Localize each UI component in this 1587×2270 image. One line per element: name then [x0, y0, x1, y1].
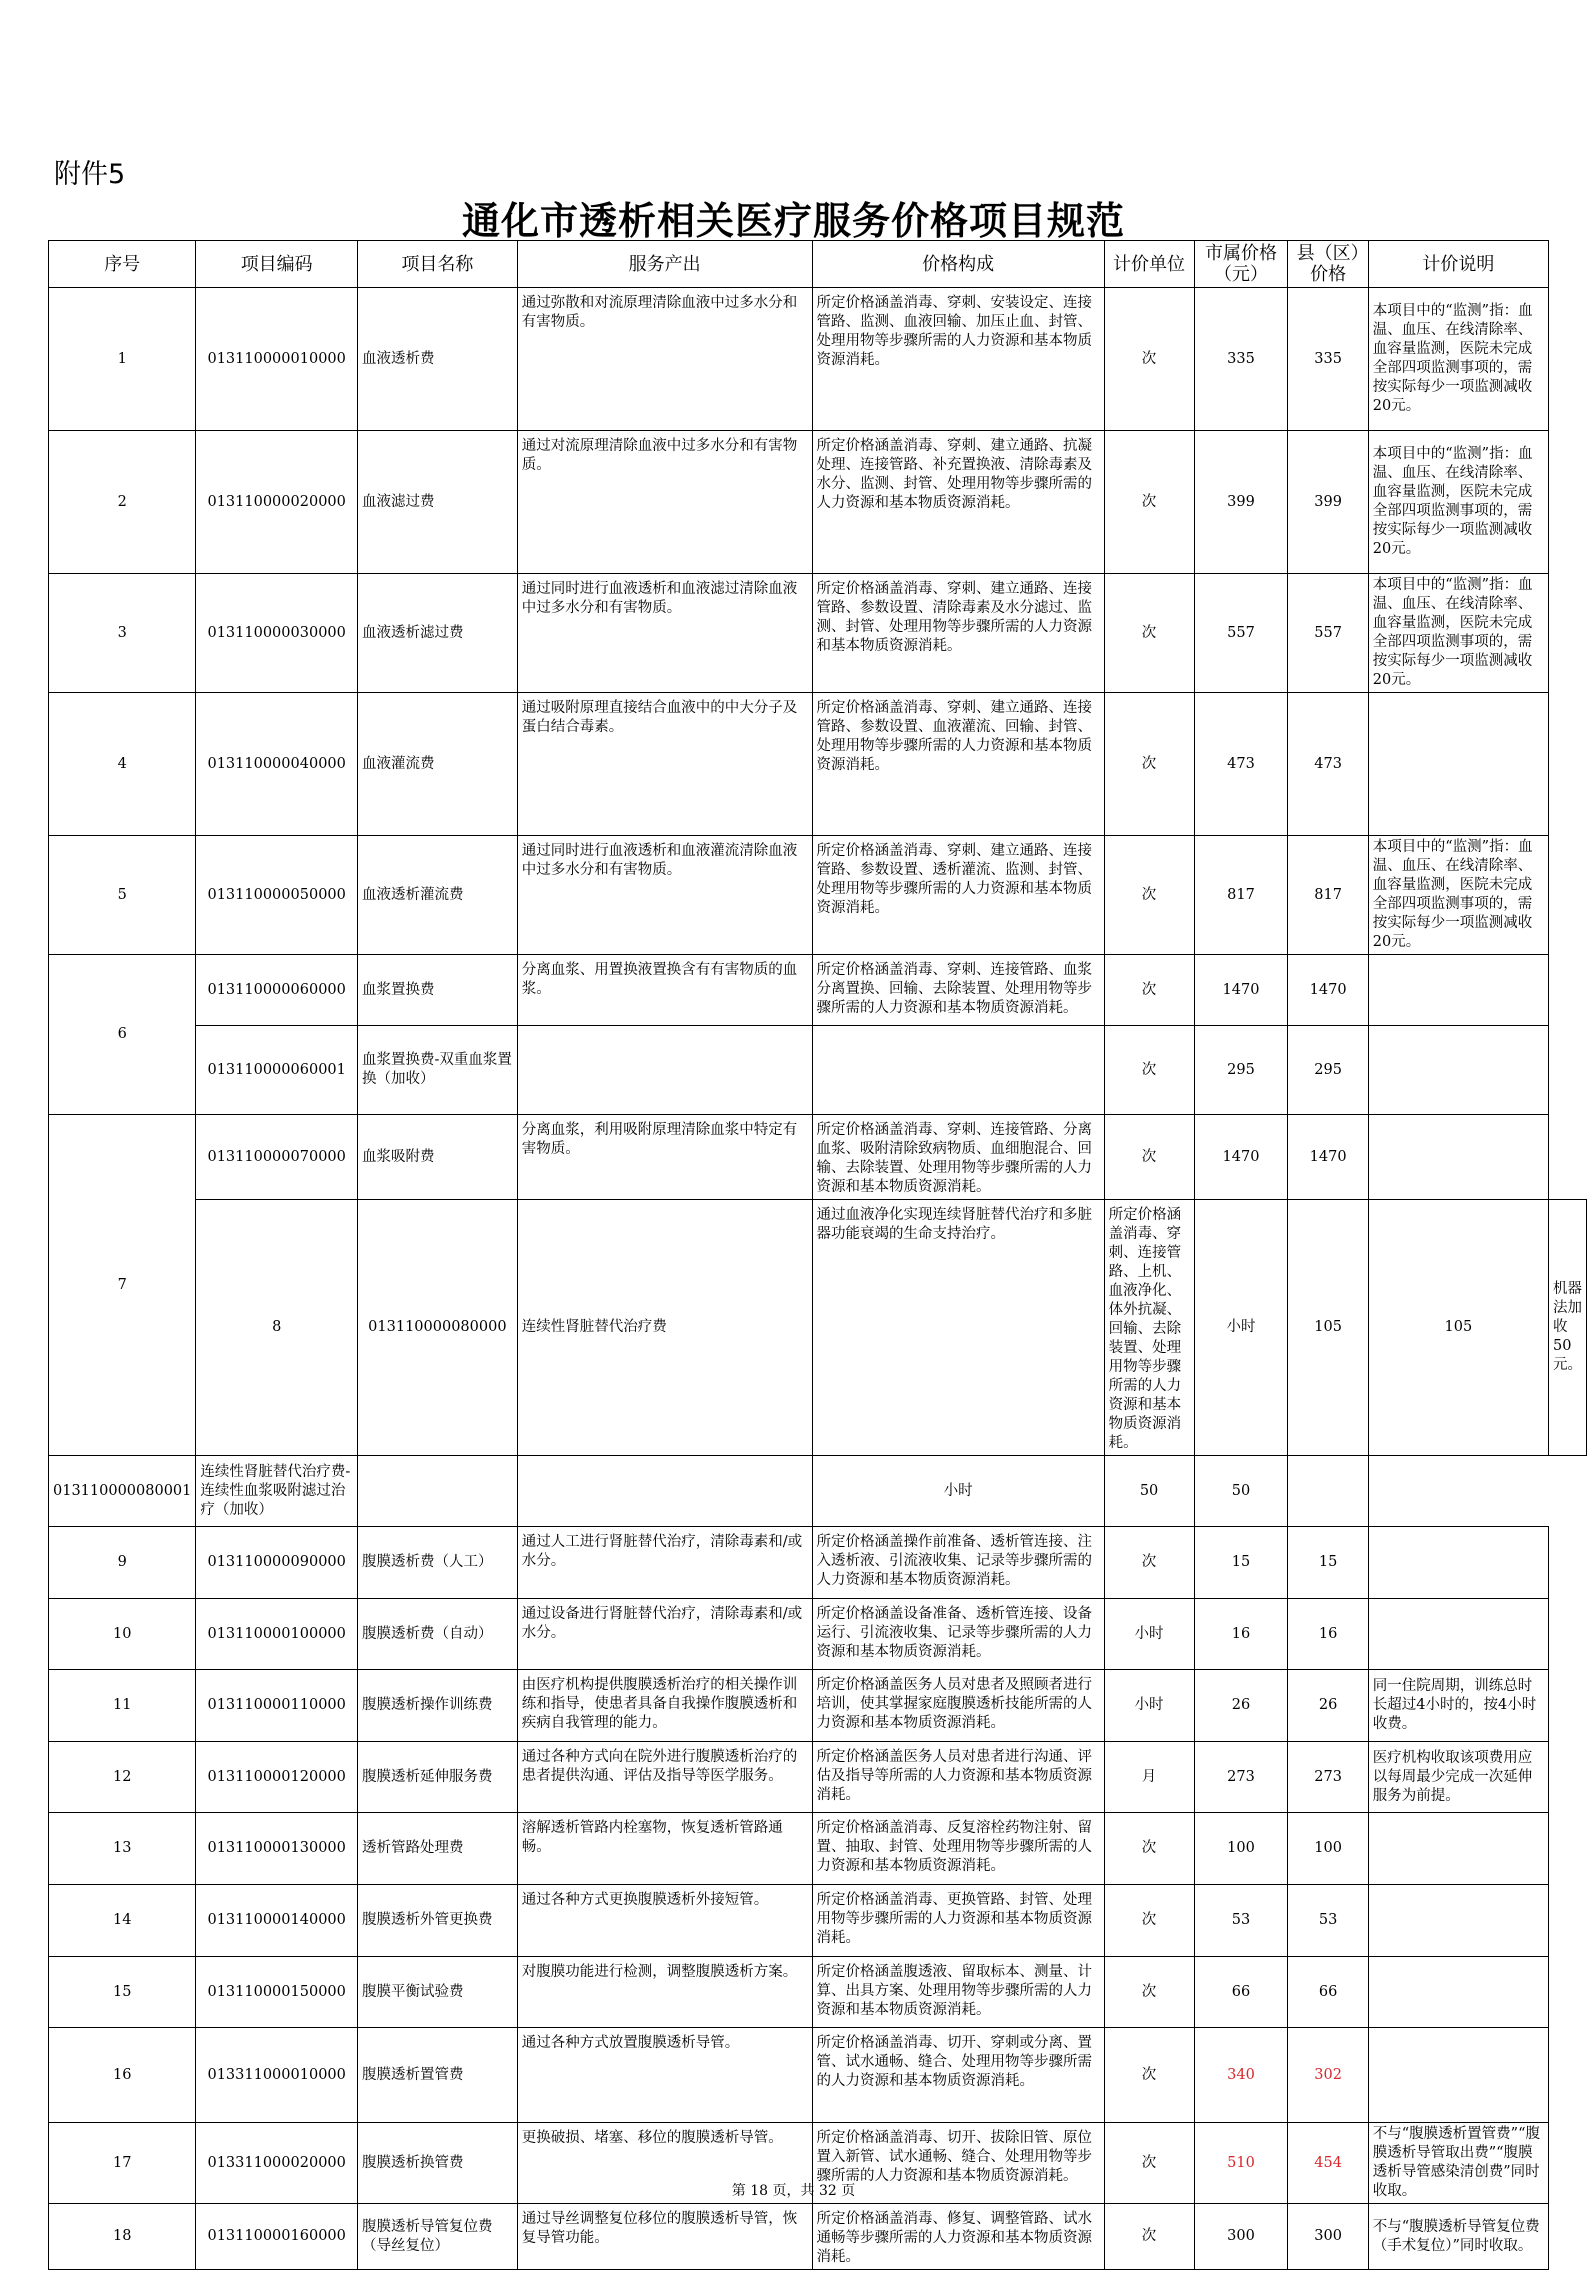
item-name: 血液透析灌流费 [357, 836, 517, 955]
pricing-note [1368, 1813, 1548, 1885]
price-composition: 所定价格涵盖消毒、反复溶栓药物注射、留置、抽取、封管、处理用物等步骤所需的人力资源和基本物质资源消耗。 [812, 1813, 1104, 1885]
item-code: 013110000040000 [196, 693, 358, 836]
pricing-note [1288, 1456, 1368, 1527]
county-price: 100 [1288, 1813, 1368, 1885]
pricing-unit: 小时 [1104, 1670, 1194, 1742]
row-seq: 15 [49, 1957, 196, 2028]
county-price: 302 [1288, 2028, 1368, 2123]
table-row [49, 1957, 1587, 2028]
item-name: 腹膜透析换管费 [357, 2123, 517, 2204]
row-seq: 12 [49, 1742, 196, 1813]
pricing-unit: 次 [1104, 693, 1194, 836]
row-seq: 18 [49, 2204, 196, 2270]
item-code: 013110000120000 [196, 1742, 358, 1813]
price-composition: 所定价格涵盖消毒、穿刺、连接管路、上机、血液净化、体外抗凝、回输、去除装置、处理用物等步骤所需的人力资源和基本物质资源消耗。 [1104, 1200, 1194, 1456]
header-seq: 序号 [49, 241, 196, 288]
county-price: 1470 [1288, 955, 1368, 1026]
row-seq: 17 [49, 2123, 196, 2204]
county-price: 16 [1288, 1599, 1368, 1670]
item-code: 013311000020000 [196, 2123, 358, 2204]
item-name: 血液透析费 [357, 288, 517, 431]
pricing-note [1368, 1885, 1548, 1957]
city-price: 1470 [1194, 1115, 1288, 1200]
pricing-note: 不与“腹膜透析置管费”“腹膜透析导管取出费”“腹膜透析导管感染清创费”同时收取。 [1368, 2123, 1548, 2204]
city-price: 1470 [1194, 955, 1288, 1026]
table-row [49, 836, 1587, 955]
service-output: 对腹膜功能进行检测，调整腹膜透析方案。 [517, 1957, 812, 2028]
pricing-unit: 次 [1104, 1885, 1194, 1957]
pricing-unit: 次 [1104, 1115, 1194, 1200]
price-composition: 所定价格涵盖设备准备、透析管连接、设备运行、引流液收集、记录等步骤所需的人力资源和基本物质资源消耗。 [812, 1599, 1104, 1670]
pricing-unit: 月 [1104, 1742, 1194, 1813]
pricing-note [1368, 1599, 1548, 1670]
pricing-note [1368, 1026, 1548, 1115]
item-name: 腹膜透析费（自动） [357, 1599, 517, 1670]
page-title: 通化市透析相关医疗服务价格项目规范 [461, 199, 1125, 243]
city-price: 16 [1194, 1599, 1288, 1670]
price-composition: 所定价格涵盖消毒、穿刺、建立通路、连接管路、参数设置、血液灌流、回输、封管、处理用物等步骤所需的人力资源和基本物质资源消耗。 [812, 693, 1104, 836]
table-row [49, 693, 1587, 836]
item-name: 血液灌流费 [357, 693, 517, 836]
item-name: 腹膜透析导管复位费（导丝复位） [357, 2204, 517, 2270]
item-name: 连续性肾脏替代治疗费 [517, 1200, 812, 1456]
service-output: 通过同时进行血液透析和血液滤过清除血液中过多水分和有害物质。 [517, 574, 812, 693]
service-output: 通过人工进行肾脏替代治疗，清除毒素和/或水分。 [517, 1527, 812, 1599]
item-name: 腹膜透析费（人工） [357, 1527, 517, 1599]
item-code: 013110000050000 [196, 836, 358, 955]
price-composition [517, 1456, 812, 1527]
table-row [49, 288, 1587, 431]
county-price: 1470 [1288, 1115, 1368, 1200]
pricing-unit: 次 [1104, 1957, 1194, 2028]
item-code: 013110000100000 [196, 1599, 358, 1670]
item-name: 腹膜透析延伸服务费 [357, 1742, 517, 1813]
attachment-label: 附件5 [54, 159, 126, 190]
row-seq: 2 [49, 431, 196, 574]
city-price: 557 [1194, 574, 1288, 693]
county-price: 295 [1288, 1026, 1368, 1115]
county-price: 66 [1288, 1957, 1368, 2028]
service-output: 更换破损、堵塞、移位的腹膜透析导管。 [517, 2123, 812, 2204]
item-code: 013110000160000 [196, 2204, 358, 2270]
pricing-note: 同一住院周期，训练总时长超过4小时的，按4小时收费。 [1368, 1670, 1548, 1742]
service-output [517, 1026, 812, 1115]
city-price: 105 [1288, 1200, 1368, 1456]
item-code: 013110000020000 [196, 431, 358, 574]
pricing-note [1368, 955, 1548, 1026]
price-composition: 所定价格涵盖医务人员对患者及照顾者进行培训，使其掌握家庭腹膜透析技能所需的人力资源和基本物质资源消耗。 [812, 1670, 1104, 1742]
table-row [49, 1200, 1587, 1456]
row-seq: 13 [49, 1813, 196, 1885]
pricing-note: 不与“腹膜透析导管复位费（手术复位）”同时收取。 [1368, 2204, 1548, 2270]
price-composition: 所定价格涵盖消毒、穿刺、建立通路、连接管路、参数设置、透析灌流、监测、封管、处理用物等步骤所需的人力资源和基本物质资源消耗。 [812, 836, 1104, 955]
county-price: 273 [1288, 1742, 1368, 1813]
table-row [49, 1885, 1587, 1957]
pricing-note: 本项目中的“监测”指：血温、血压、在线清除率、血容量监测，医院未完成全部四项监测事项的，需按实际每少一项监测减收20元。 [1368, 836, 1548, 955]
city-price: 399 [1194, 431, 1288, 574]
header-name: 项目名称 [357, 241, 517, 288]
pricing-note [1368, 1527, 1548, 1599]
city-price: 340 [1194, 2028, 1288, 2123]
price-composition: 所定价格涵盖腹透液、留取标本、测量、计算、出具方案、处理用物等步骤所需的人力资源和基本物质资源消耗。 [812, 1957, 1104, 2028]
price-composition: 所定价格涵盖消毒、穿刺、连接管路、分离血浆、吸附清除致病物质、血细胞混合、回输、去除装置、处理用物等步骤所需的人力资源和基本物质资源消耗。 [812, 1115, 1104, 1200]
pricing-unit: 次 [1104, 955, 1194, 1026]
table-row [49, 431, 1587, 574]
item-code: 013110000150000 [196, 1957, 358, 2028]
price-composition: 所定价格涵盖消毒、穿刺、建立通路、连接管路、参数设置、清除毒素及水分滤过、监测、封管、处理用物等步骤所需的人力资源和基本物质资源消耗。 [812, 574, 1104, 693]
service-output: 通过各种方式放置腹膜透析导管。 [517, 2028, 812, 2123]
table-header-row [49, 241, 1587, 288]
pricing-note: 机器法加收50元。 [1549, 1200, 1587, 1456]
pricing-unit: 次 [1104, 1026, 1194, 1115]
city-price: 300 [1194, 2204, 1288, 2270]
header-code: 项目编码 [196, 241, 358, 288]
pricing-note: 医疗机构收取该项费用应以每周最少完成一次延伸服务为前提。 [1368, 1742, 1548, 1813]
pricing-note [1368, 693, 1548, 836]
city-price: 273 [1194, 1742, 1288, 1813]
county-price: 335 [1288, 288, 1368, 431]
service-output: 由医疗机构提供腹膜透析治疗的相关操作训练和指导，使患者具备自我操作腹膜透析和疾病自我管理的能力。 [517, 1670, 812, 1742]
county-price: 454 [1288, 2123, 1368, 2204]
item-code: 013110000010000 [196, 288, 358, 431]
service-output: 通过导丝调整复位移位的腹膜透析导管，恢复导管功能。 [517, 2204, 812, 2270]
row-seq: 9 [49, 1527, 196, 1599]
service-output: 通过吸附原理直接结合血液中的中大分子及蛋白结合毒素。 [517, 693, 812, 836]
city-price: 335 [1194, 288, 1288, 431]
city-price: 295 [1194, 1026, 1288, 1115]
table-row [49, 955, 1587, 1026]
county-price: 817 [1288, 836, 1368, 955]
pricing-note [1368, 2028, 1548, 2123]
price-composition: 所定价格涵盖消毒、穿刺、安装设定、连接管路、监测、血液回输、加压止血、封管、处理用物等步骤所需的人力资源和基本物质资源消耗。 [812, 288, 1104, 431]
item-name: 腹膜透析置管费 [357, 2028, 517, 2123]
pricing-unit: 次 [1104, 288, 1194, 431]
item-code: 013110000090000 [196, 1527, 358, 1599]
pricing-unit: 次 [1104, 2123, 1194, 2204]
header-unit: 计价单位 [1104, 241, 1194, 288]
item-name: 血浆置换费 [357, 955, 517, 1026]
city-price: 817 [1194, 836, 1288, 955]
item-code: 013110000130000 [196, 1813, 358, 1885]
service-output: 通过设备进行肾脏替代治疗，清除毒素和/或水分。 [517, 1599, 812, 1670]
item-code: 013110000030000 [196, 574, 358, 693]
item-name: 血液滤过费 [357, 431, 517, 574]
item-code: 013110000060000 [196, 955, 358, 1026]
service-output: 通过对流原理清除血液中过多水分和有害物质。 [517, 431, 812, 574]
row-seq: 14 [49, 1885, 196, 1957]
row-seq: 10 [49, 1599, 196, 1670]
service-output [357, 1456, 517, 1527]
county-price: 473 [1288, 693, 1368, 836]
service-output: 通过血液净化实现连续肾脏替代治疗和多脏器功能衰竭的生命支持治疗。 [812, 1200, 1104, 1456]
table-row [49, 1813, 1587, 1885]
service-output: 分离血浆，利用吸附原理清除血浆中特定有害物质。 [517, 1115, 812, 1200]
price-composition: 所定价格涵盖消毒、切开、穿刺或分离、置管、试水通畅、缝合、处理用物等步骤所需的人力资源和基本物质资源消耗。 [812, 2028, 1104, 2123]
item-name: 腹膜透析外管更换费 [357, 1885, 517, 1957]
city-price: 100 [1194, 1813, 1288, 1885]
pricing-unit: 次 [1104, 574, 1194, 693]
row-seq: 8 [196, 1200, 358, 1456]
row-seq: 16 [49, 2028, 196, 2123]
pricing-note: 本项目中的“监测”指：血温、血压、在线清除率、血容量监测，医院未完成全部四项监测事项的，需按实际每少一项监测减收20元。 [1368, 574, 1548, 693]
pricing-unit: 次 [1104, 431, 1194, 574]
service-output: 溶解透析管路内栓塞物，恢复透析管路通畅。 [517, 1813, 812, 1885]
table-row [49, 1527, 1587, 1599]
city-price: 50 [1104, 1456, 1194, 1527]
pricing-unit: 小时 [812, 1456, 1104, 1527]
pricing-note: 本项目中的“监测”指：血温、血压、在线清除率、血容量监测，医院未完成全部四项监测事项的，需按实际每少一项监测减收20元。 [1368, 431, 1548, 574]
city-price: 53 [1194, 1885, 1288, 1957]
header-price-composition: 价格构成 [812, 241, 1104, 288]
price-composition: 所定价格涵盖消毒、切开、拔除旧管、原位置入新管、试水通畅、缝合、处理用物等步骤所需的人力资源和基本物质资源消耗。 [812, 2123, 1104, 2204]
item-code: 013110000080001 [49, 1456, 196, 1527]
table-row [49, 1599, 1587, 1670]
table-body [49, 288, 1587, 2270]
price-composition: 所定价格涵盖医务人员对患者进行沟通、评估及指导等所需的人力资源和基本物质资源消耗。 [812, 1742, 1104, 1813]
pricing-note [1368, 1957, 1548, 2028]
row-seq: 6 [49, 955, 196, 1115]
price-composition: 所定价格涵盖消毒、穿刺、建立通路、抗凝处理、连接管路、补充置换液、清除毒素及水分、监测、封管、处理用物等步骤所需的人力资源和基本物质资源消耗。 [812, 431, 1104, 574]
pricing-unit: 小时 [1104, 1599, 1194, 1670]
price-table [48, 240, 1587, 2270]
county-price: 399 [1288, 431, 1368, 574]
item-name: 连续性肾脏替代治疗费-连续性血浆吸附滤过治疗（加收） [196, 1456, 358, 1527]
item-name: 血浆置换费-双重血浆置换（加收） [357, 1026, 517, 1115]
page-number: 第 18 页，共 32 页 [731, 2183, 856, 2199]
service-output: 通过同时进行血液透析和血液灌流清除血液中过多水分和有害物质。 [517, 836, 812, 955]
item-name: 腹膜透析操作训练费 [357, 1670, 517, 1742]
header-city-price: 市属价格（元） [1194, 241, 1288, 288]
row-seq: 3 [49, 574, 196, 693]
price-composition: 所定价格涵盖消毒、穿刺、连接管路、血浆分离置换、回输、去除装置、处理用物等步骤所需的人力资源和基本物质资源消耗。 [812, 955, 1104, 1026]
county-price: 53 [1288, 1885, 1368, 1957]
table-row [49, 1026, 1587, 1115]
header-output: 服务产出 [517, 241, 812, 288]
header-note: 计价说明 [1368, 241, 1548, 288]
price-composition [812, 1026, 1104, 1115]
service-output: 通过各种方式向在院外进行腹膜透析治疗的患者提供沟通、评估及指导等医学服务。 [517, 1742, 812, 1813]
item-code: 013110000140000 [196, 1885, 358, 1957]
row-seq: 11 [49, 1670, 196, 1742]
table-row [49, 1670, 1587, 1742]
county-price: 50 [1194, 1456, 1288, 1527]
row-seq: 7 [49, 1115, 196, 1456]
pricing-note [1368, 1115, 1548, 1200]
pricing-unit: 次 [1104, 836, 1194, 955]
pricing-note: 本项目中的“监测”指：血温、血压、在线清除率、血容量监测，医院未完成全部四项监测事项的，需按实际每少一项监测减收20元。 [1368, 288, 1548, 431]
item-name: 腹膜平衡试验费 [357, 1957, 517, 2028]
city-price: 473 [1194, 693, 1288, 836]
item-code: 013311000010000 [196, 2028, 358, 2123]
county-price: 15 [1288, 1527, 1368, 1599]
price-composition: 所定价格涵盖消毒、修复、调整管路、试水通畅等步骤所需的人力资源和基本物质资源消耗。 [812, 2204, 1104, 2270]
price-composition: 所定价格涵盖消毒、更换管路、封管、处理用物等步骤所需的人力资源和基本物质资源消耗。 [812, 1885, 1104, 1957]
pricing-unit: 次 [1104, 2028, 1194, 2123]
city-price: 26 [1194, 1670, 1288, 1742]
pricing-unit: 小时 [1194, 1200, 1288, 1456]
city-price: 66 [1194, 1957, 1288, 2028]
pricing-unit: 次 [1104, 1813, 1194, 1885]
row-seq: 4 [49, 693, 196, 836]
table-row [49, 2204, 1587, 2270]
price-composition: 所定价格涵盖操作前准备、透析管连接、注入透析液、引流液收集、记录等步骤所需的人力资源和基本物质资源消耗。 [812, 1527, 1104, 1599]
item-code: 013110000080000 [357, 1200, 517, 1456]
table-row [49, 1115, 1587, 1200]
county-price: 26 [1288, 1670, 1368, 1742]
city-price: 15 [1194, 1527, 1288, 1599]
item-name: 透析管路处理费 [357, 1813, 517, 1885]
county-price: 557 [1288, 574, 1368, 693]
table-row [49, 1456, 1587, 1527]
item-name: 血液透析滤过费 [357, 574, 517, 693]
item-code: 013110000060001 [196, 1026, 358, 1115]
row-seq: 1 [49, 288, 196, 431]
item-code: 013110000110000 [196, 1670, 358, 1742]
item-code: 013110000070000 [196, 1115, 358, 1200]
row-seq: 5 [49, 836, 196, 955]
table-row [49, 1742, 1587, 1813]
county-price: 105 [1368, 1200, 1548, 1456]
table-row [49, 2028, 1587, 2123]
service-output: 通过弥散和对流原理清除血液中过多水分和有害物质。 [517, 288, 812, 431]
header-county-price: 县（区）价格 [1288, 241, 1368, 288]
table-row [49, 574, 1587, 693]
city-price: 510 [1194, 2123, 1288, 2204]
item-name: 血浆吸附费 [357, 1115, 517, 1200]
county-price: 300 [1288, 2204, 1368, 2270]
pricing-unit: 次 [1104, 2204, 1194, 2270]
service-output: 分离血浆、用置换液置换含有有害物质的血浆。 [517, 955, 812, 1026]
service-output: 通过各种方式更换腹膜透析外接短管。 [517, 1885, 812, 1957]
pricing-unit: 次 [1104, 1527, 1194, 1599]
